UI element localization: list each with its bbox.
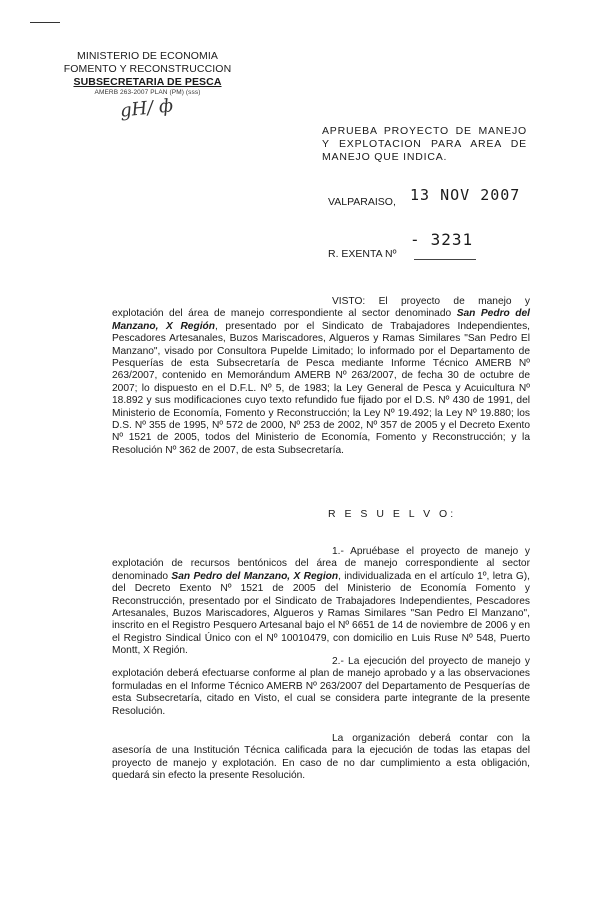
point-1-text-1: explotación de recursos bentónicos del área de manejo correspondiente al sector denominado [112, 558, 530, 582]
reference-code: AMERB 263-2007 PLAN (PM) (sss) [94, 89, 201, 96]
visto-lead: VISTO: [332, 296, 366, 307]
exenta-label: R. EXENTA Nº [328, 248, 397, 260]
ministry-line-1: MINISTERIO DE ECONOMIA [76, 50, 219, 62]
exenta-underline [414, 259, 476, 260]
exenta-number: 3231 [430, 230, 474, 249]
top-rule [30, 22, 60, 23]
visto-paragraph [112, 296, 530, 457]
point-2-text: y explotación deberá efectuarse conforme al plan de manejo aprobado y a las observaciones formuladas en el Informe Técnico AMERB Nº 263/2007 del Departamento de Pesquerías de esta Subsecretaría, citado en Visto, el cual se considera parte integrante de la presente Resolución. [112, 656, 530, 717]
point-1-text-2: , individualizada en el artículo 1º, letra G), del Decreto Exento Nº 1521 de 2005 del Ministerio de Economía Fomento y Reconstrucción, presentado por el Sindicato de Trabajadores Independientes, Pescadores Artesanales, Buzos Mariscadores, Algueros y Ramas Similares "San Pedro El Manzano", inscrito en el Registro Pesquero Artesanal bajo el Nº 6651 de 14 de noviembre de 2006 y en el Registro Sindical Único con el Nº 10010479, con domicilio en Luis Ruse Nº 548, Puerto Montt, X Región. [112, 570, 531, 657]
document-title: APRUEBA PROYECTO DE MANEJO Y EXPLOTACION PARA AREA DE MANEJO QUE INDICA. [322, 125, 527, 163]
place-label: VALPARAISO, [328, 196, 396, 208]
point-1-paragraph [112, 546, 530, 658]
visto-text-1: El proyecto de manejo y explotación del área de manejo correspondiente al sector denominado [112, 296, 530, 320]
point-3-lead: La organización deberá contar con la [332, 733, 530, 744]
resuelvo-heading: R E S U E L V O: [328, 508, 457, 520]
handwritten-initials: gH/ ф [119, 95, 175, 122]
subsecretaria-line: SUBSECRETARIA DE PESCA [73, 76, 222, 88]
point-2-paragraph [112, 656, 530, 718]
visto-text-2: , presentado por el Sindicato de Trabajadores Independientes, Pescadores Artesanales, Buzos Mariscadores, Algueros y Ramas Similares "San Pedro El Manzano", visado por Consultora Pupelde Limitado; lo informado por el Departamento de Pesquerías de esta Subsecretaría de Pesca mediante Informe Técnico AMERB Nº 263/2007, contenido en Memorándum AMERB Nº 263/2007, de fecha 30 de octubre de 2007; lo dispuesto en el D.F.L. Nº 5, de 1983; la Ley General de Pesca y Acuicultura Nº 18.892 y sus modificaciones cuyo texto refundido fue fijado por el D.S. Nº 430 de 1991, del Ministerio de Economía, Fomento y Reconstrucción; la Ley Nº 19.492; la Ley Nº 19.880; los D.S. Nº 355 de 1995, Nº 572 de 2000, Nº 253 de 2002, Nº 357 de 2005 y el Decreto Exento Nº 1521 de 2005, todos del Ministerio de Economía, Fomento y Reconstrucción; y la Resolución Nº 362 de 2007, de esta Subsecretaría. [112, 320, 531, 456]
point-2-lead: 2.- La ejecución del proyecto de manejo [332, 656, 521, 667]
visto-place-name: San Pedro del Manzano, X Región [112, 308, 530, 332]
point-1-lead: 1.- Apruébase el proyecto de manejo y [332, 546, 530, 557]
exenta-number-stamp: - 3231 [410, 230, 474, 249]
point-3-paragraph [112, 733, 530, 783]
point-1-place-name: San Pedro del Manzano, X Region [171, 570, 339, 582]
ministry-line-2: FOMENTO Y RECONSTRUCCION [63, 63, 232, 75]
stamped-date: 13 NOV 2007 [410, 186, 521, 204]
point-3-text: asesoría de una Institución Técnica calificada para la ejecución de todas las etapas del proyecto de manejo y explotación. En caso de no dar cumplimiento a esta obligación, quedará sin efecto la presente Resolución. [112, 745, 530, 782]
letterhead [60, 50, 235, 97]
